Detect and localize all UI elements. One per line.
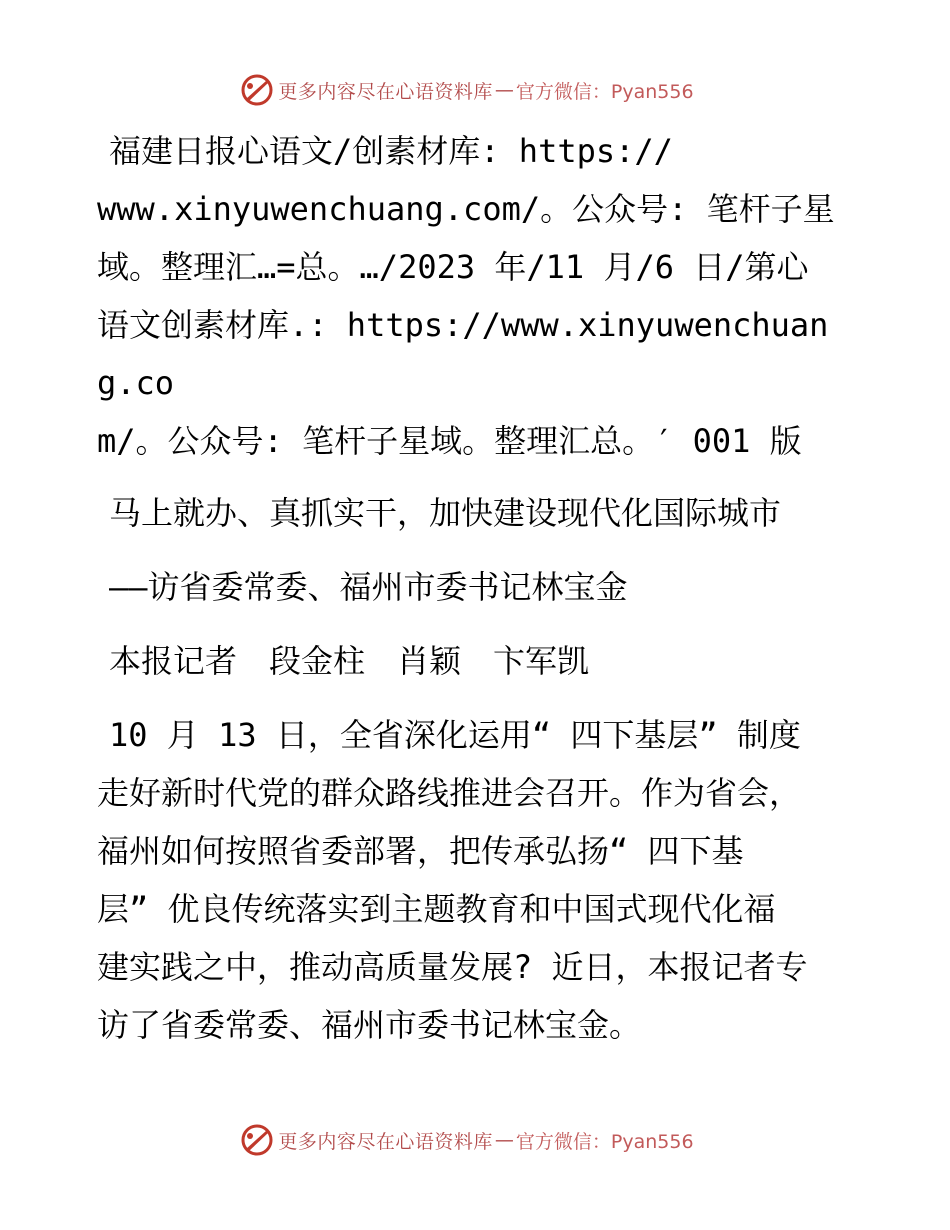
watermark-banner-bottom [0, 1120, 950, 1160]
source-header-block [97, 122, 857, 470]
header-line: www.xinyuwenchuang.com/。公众号: 笔杆子星 [97, 190, 835, 228]
body-line: 建实践之中，推动高质量发展? 近日，本报记者专 [97, 948, 808, 986]
body-line: 访了省委常委、福州市委书记林宝金。 [97, 1006, 642, 1044]
watermark-banner-top [0, 70, 950, 110]
article-headline: 马上就办、真抓实干，加快建设现代化国际城市 [109, 494, 782, 532]
header-line: 福建日报心语文/创素材库: https:// [109, 132, 673, 170]
article-subheadline: ——访省委常委、福州市委书记林宝金 [109, 568, 628, 606]
watermark-group [240, 1123, 693, 1157]
header-line: 域。整理汇…=总。…/2023 年/11 月/6 日/第心 [97, 248, 809, 286]
watermark-group [240, 73, 693, 107]
watermark-main-text: 更多内容尽在心语资料库 [278, 1130, 493, 1153]
article-body [97, 706, 857, 1054]
header-line: m/。公众号: 笔杆子星域。整理汇总。′ 001 版 [97, 422, 802, 460]
body-line: 层” 优良传统落实到主题教育和中国式现代化福 [97, 890, 776, 928]
body-line: 走好新时代党的群众路线推进会召开。作为省会， [97, 774, 802, 812]
watermark-dash: — [494, 79, 514, 101]
article-byline: 本报记者 段金柱 肖颖 卞军凯 [109, 642, 590, 680]
watermark-wechat-text: 官方微信：Pyan556 [515, 1130, 694, 1153]
brush-logo-icon [240, 73, 274, 107]
brush-logo-icon [240, 1123, 274, 1157]
document-body [97, 122, 857, 1054]
watermark-dash: — [494, 1129, 514, 1151]
body-line: 10 月 13 日，全省深化运用“ 四下基层” 制度 [109, 716, 801, 754]
body-line: 福州如何按照省委部署，把传承弘扬“ 四下基 [97, 832, 744, 870]
watermark-main-text: 更多内容尽在心语资料库 [278, 80, 493, 103]
header-line: 语文创素材库.: https://www.xinyuwenchuang.co [97, 306, 829, 402]
watermark-wechat-text: 官方微信：Pyan556 [515, 80, 694, 103]
